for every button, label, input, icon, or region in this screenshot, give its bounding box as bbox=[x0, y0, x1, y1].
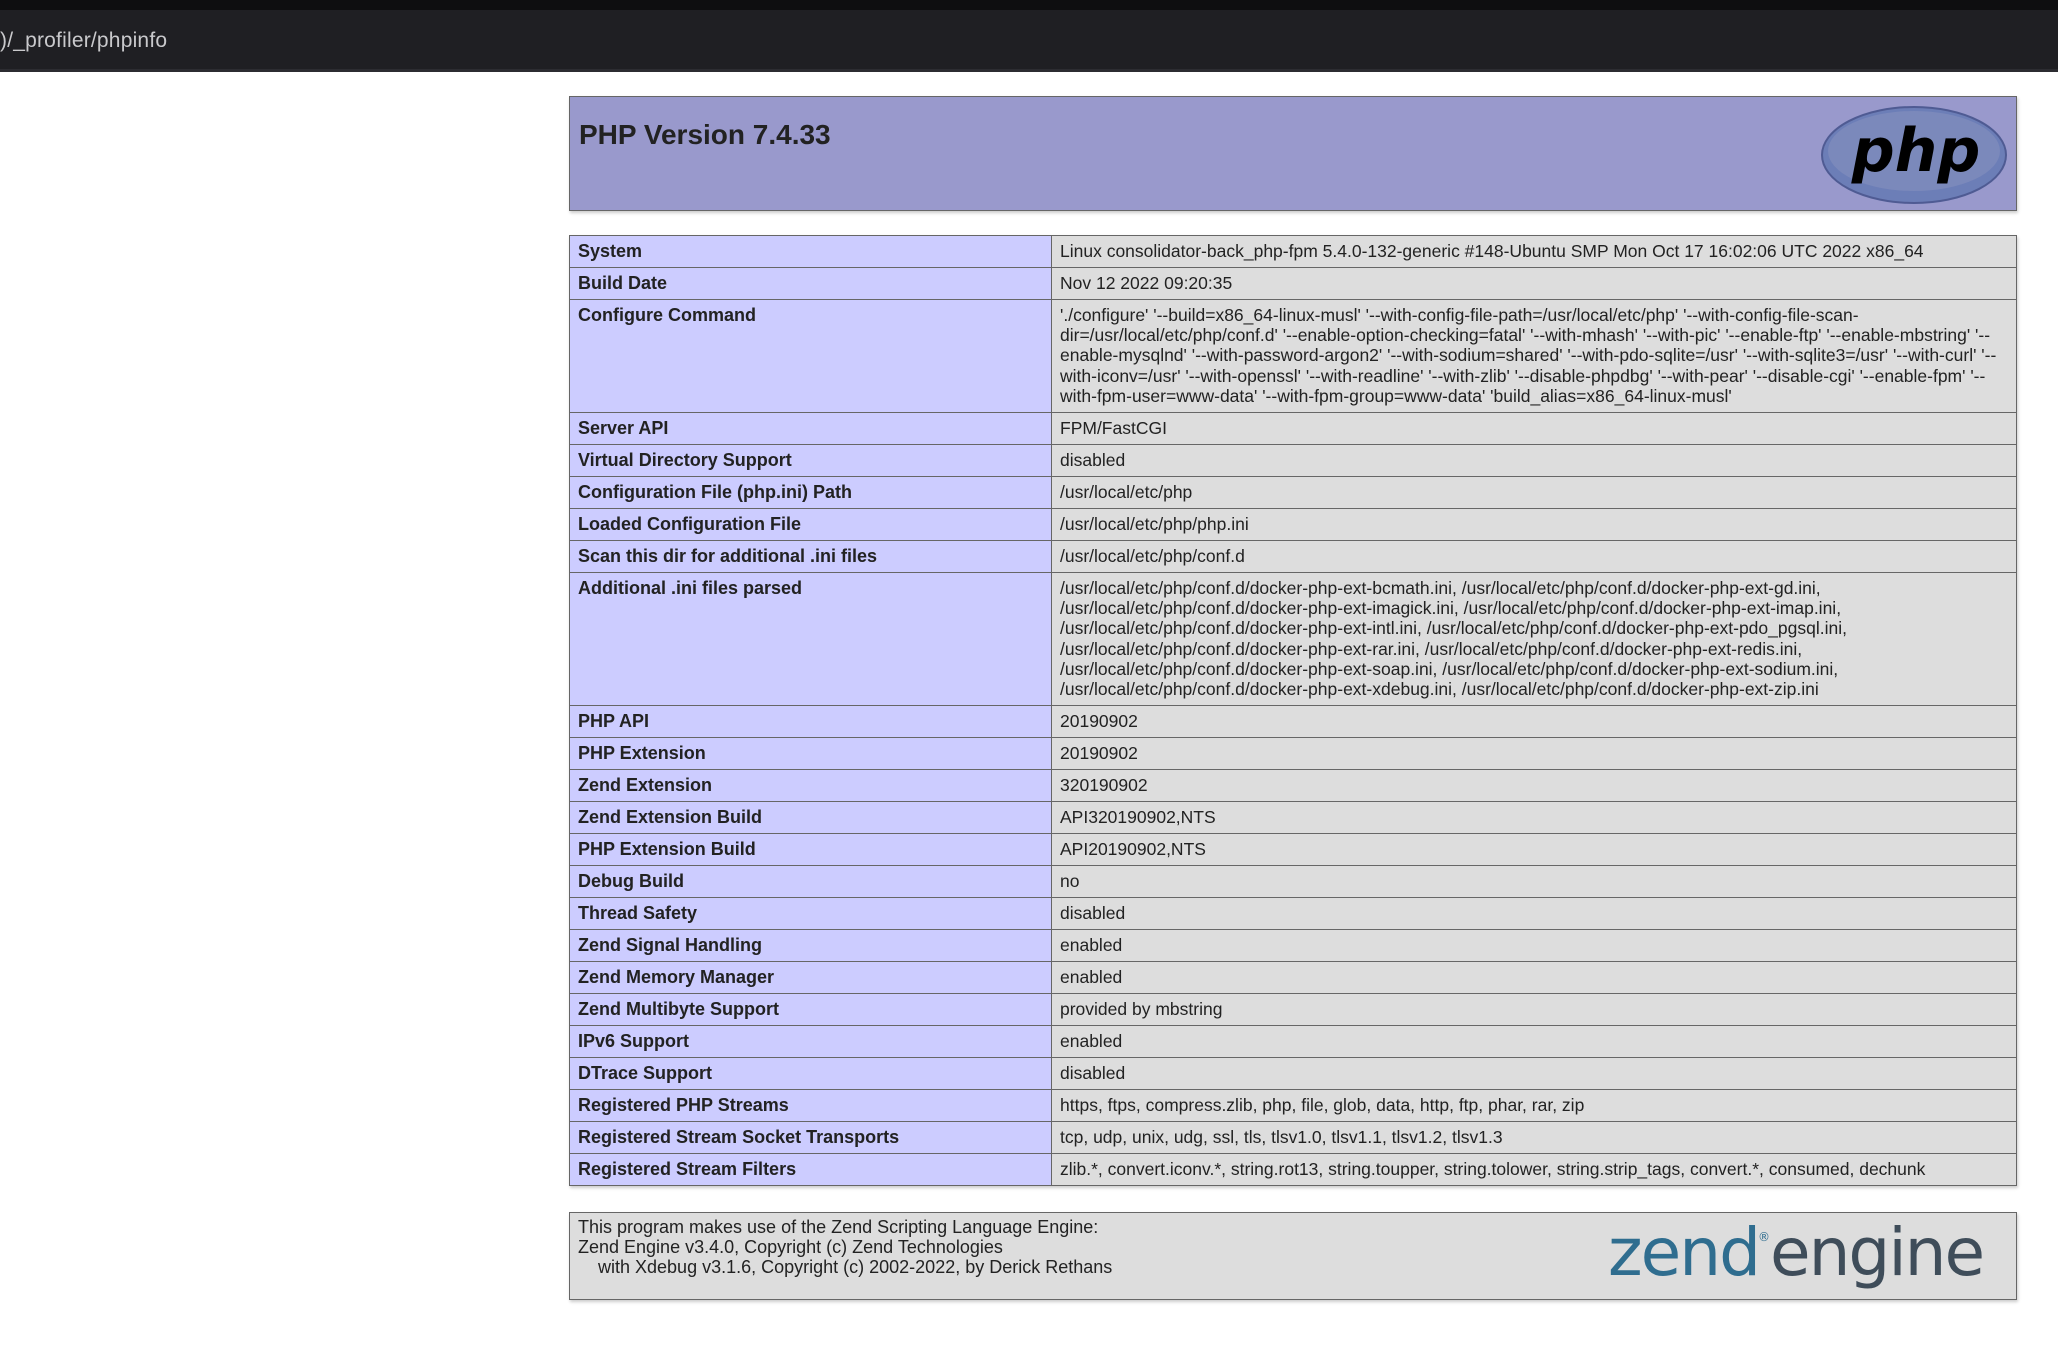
row-key: Zend Extension Build bbox=[570, 802, 1052, 834]
php-logo-text: php bbox=[1851, 116, 1981, 186]
table-row bbox=[570, 930, 2017, 962]
table-row bbox=[570, 1026, 2017, 1058]
row-value: disabled bbox=[1052, 1058, 2017, 1090]
table-row bbox=[570, 898, 2017, 930]
table-row bbox=[570, 477, 2017, 509]
row-value: API20190902,NTS bbox=[1052, 834, 2017, 866]
table-row bbox=[570, 1090, 2017, 1122]
row-value: provided by mbstring bbox=[1052, 994, 2017, 1026]
footer-line-2: Zend Engine v3.4.0, Copyright (c) Zend Technologies bbox=[578, 1237, 1003, 1258]
row-key: Loaded Configuration File bbox=[570, 509, 1052, 541]
table-row bbox=[570, 573, 2017, 706]
row-key: Configure Command bbox=[570, 300, 1052, 413]
row-key: Thread Safety bbox=[570, 898, 1052, 930]
row-value: Linux consolidator-back_php-fpm 5.4.0-132-generic #148-Ubuntu SMP Mon Oct 17 16:02:06 UTC 2022 x86_64 bbox=[1052, 236, 2017, 268]
row-value: tcp, udp, unix, udg, ssl, tls, tlsv1.0, tlsv1.1, tlsv1.2, tlsv1.3 bbox=[1052, 1122, 2017, 1154]
php-version-header bbox=[569, 96, 2017, 211]
row-key: Registered Stream Socket Transports bbox=[570, 1122, 1052, 1154]
row-key: PHP Extension Build bbox=[570, 834, 1052, 866]
row-key: Additional .ini files parsed bbox=[570, 573, 1052, 706]
row-value: 320190902 bbox=[1052, 770, 2017, 802]
browser-address-bar[interactable] bbox=[0, 0, 2058, 72]
php-logo-icon[interactable] bbox=[1820, 105, 2008, 205]
table-row bbox=[570, 236, 2017, 268]
table-row bbox=[570, 445, 2017, 477]
table-row bbox=[570, 300, 2017, 413]
row-value: /usr/local/etc/php/conf.d/docker-php-ext-bcmath.ini, /usr/local/etc/php/conf.d/docker-php-ext-gd.ini, /usr/local/etc/php/conf.d/docker-php-ext-imagick.ini, /usr/local/etc/php/conf.d/docker-php-ext-imap.ini, /usr/local/etc/php/conf.d/docker-php-ext-intl.ini, /usr/local/etc/php/conf.d/docker-php-ext-pdo_pgsql.ini, /usr/local/etc/php/conf.d/docker-php-ext-rar.ini, /usr/local/etc/php/conf.d/docker-php-ext-redis.ini, /usr/local/etc/php/conf.d/docker-php-ext-soap.ini, /usr/local/etc/php/conf.d/docker-php-ext-sodium.ini, /usr/local/etc/php/conf.d/docker-php-ext-xdebug.ini, /usr/local/etc/php/conf.d/docker-php-ext-zip.ini bbox=[1052, 573, 2017, 706]
row-key: Build Date bbox=[570, 268, 1052, 300]
zend-logo-text-left: zend bbox=[1608, 1219, 1759, 1292]
table-row bbox=[570, 1058, 2017, 1090]
row-key: Zend Memory Manager bbox=[570, 962, 1052, 994]
row-key: Zend Multibyte Support bbox=[570, 994, 1052, 1026]
table-row bbox=[570, 834, 2017, 866]
table-row bbox=[570, 706, 2017, 738]
table-row bbox=[570, 770, 2017, 802]
url-text[interactable]: )/_profiler/phpinfo bbox=[0, 29, 168, 52]
row-key: Server API bbox=[570, 413, 1052, 445]
zend-footer-text bbox=[578, 1217, 1112, 1277]
table-row bbox=[570, 738, 2017, 770]
phpinfo-container bbox=[569, 96, 2017, 1300]
row-key: DTrace Support bbox=[570, 1058, 1052, 1090]
row-value: Nov 12 2022 09:20:35 bbox=[1052, 268, 2017, 300]
row-key: Debug Build bbox=[570, 866, 1052, 898]
row-key: Zend Extension bbox=[570, 770, 1052, 802]
row-value: no bbox=[1052, 866, 2017, 898]
row-value: disabled bbox=[1052, 898, 2017, 930]
table-row bbox=[570, 413, 2017, 445]
row-key: Virtual Directory Support bbox=[570, 445, 1052, 477]
row-value: enabled bbox=[1052, 1026, 2017, 1058]
row-value: /usr/local/etc/php/conf.d bbox=[1052, 541, 2017, 573]
row-key: IPv6 Support bbox=[570, 1026, 1052, 1058]
row-key: Registered PHP Streams bbox=[570, 1090, 1052, 1122]
row-key: Registered Stream Filters bbox=[570, 1154, 1052, 1186]
php-info-table bbox=[569, 235, 2017, 1186]
footer-line-3: with Xdebug v3.1.6, Copyright (c) 2002-2022, by Derick Rethans bbox=[578, 1257, 1113, 1278]
row-value: /usr/local/etc/php/php.ini bbox=[1052, 509, 2017, 541]
row-value: https, ftps, compress.zlib, php, file, glob, data, http, ftp, phar, rar, zip bbox=[1052, 1090, 2017, 1122]
row-key: Scan this dir for additional .ini files bbox=[570, 541, 1052, 573]
row-key: Zend Signal Handling bbox=[570, 930, 1052, 962]
row-value: FPM/FastCGI bbox=[1052, 413, 2017, 445]
row-value: disabled bbox=[1052, 445, 2017, 477]
table-row bbox=[570, 866, 2017, 898]
table-row bbox=[570, 541, 2017, 573]
page-title: PHP Version 7.4.33 bbox=[579, 119, 831, 150]
row-value: enabled bbox=[1052, 962, 2017, 994]
table-row bbox=[570, 1154, 2017, 1186]
table-row bbox=[570, 1122, 2017, 1154]
row-value: /usr/local/etc/php bbox=[1052, 477, 2017, 509]
zend-logo-registered: ® bbox=[1758, 1230, 1770, 1245]
table-row bbox=[570, 509, 2017, 541]
row-value: API320190902,NTS bbox=[1052, 802, 2017, 834]
zend-logo-text-right: engine bbox=[1770, 1219, 1984, 1292]
table-row bbox=[570, 994, 2017, 1026]
row-key: PHP Extension bbox=[570, 738, 1052, 770]
row-key: PHP API bbox=[570, 706, 1052, 738]
row-value: enabled bbox=[1052, 930, 2017, 962]
row-value: './configure' '--build=x86_64-linux-musl' '--with-config-file-path=/usr/local/etc/php' '--with-config-file-scan-dir=/usr/local/etc/php/conf.d' '--enable-option-checking=fatal' '--with-mhash' '--with-pic' '--enable-ftp' '--enable-mbstring' '--enable-mysqlnd' '--with-password-argon2' '--with-sodium=shared' '--with-pdo-sqlite=/usr' '--with-sqlite3=/usr' '--with-curl' '--with-iconv=/usr' '--with-openssl' '--with-readline' '--with-zlib' '--disable-phpdbg' '--with-pear' '--disable-cgi' '--enable-fpm' '--with-fpm-user=www-data' '--with-fpm-group=www-data' 'build_alias=x86_64-linux-musl' bbox=[1052, 300, 2017, 413]
row-key: System bbox=[570, 236, 1052, 268]
row-value: 20190902 bbox=[1052, 706, 2017, 738]
zend-engine-footer bbox=[569, 1212, 2017, 1300]
row-key: Configuration File (php.ini) Path bbox=[570, 477, 1052, 509]
table-row bbox=[570, 802, 2017, 834]
table-row bbox=[570, 268, 2017, 300]
table-row bbox=[570, 962, 2017, 994]
row-value: zlib.*, convert.iconv.*, string.rot13, string.toupper, string.tolower, string.strip_tags, convert.*, consumed, dechunk bbox=[1052, 1154, 2017, 1186]
footer-line-1: This program makes use of the Zend Scripting Language Engine: bbox=[578, 1217, 1099, 1238]
zend-engine-logo-icon[interactable] bbox=[1608, 1219, 2008, 1297]
row-value: 20190902 bbox=[1052, 738, 2017, 770]
